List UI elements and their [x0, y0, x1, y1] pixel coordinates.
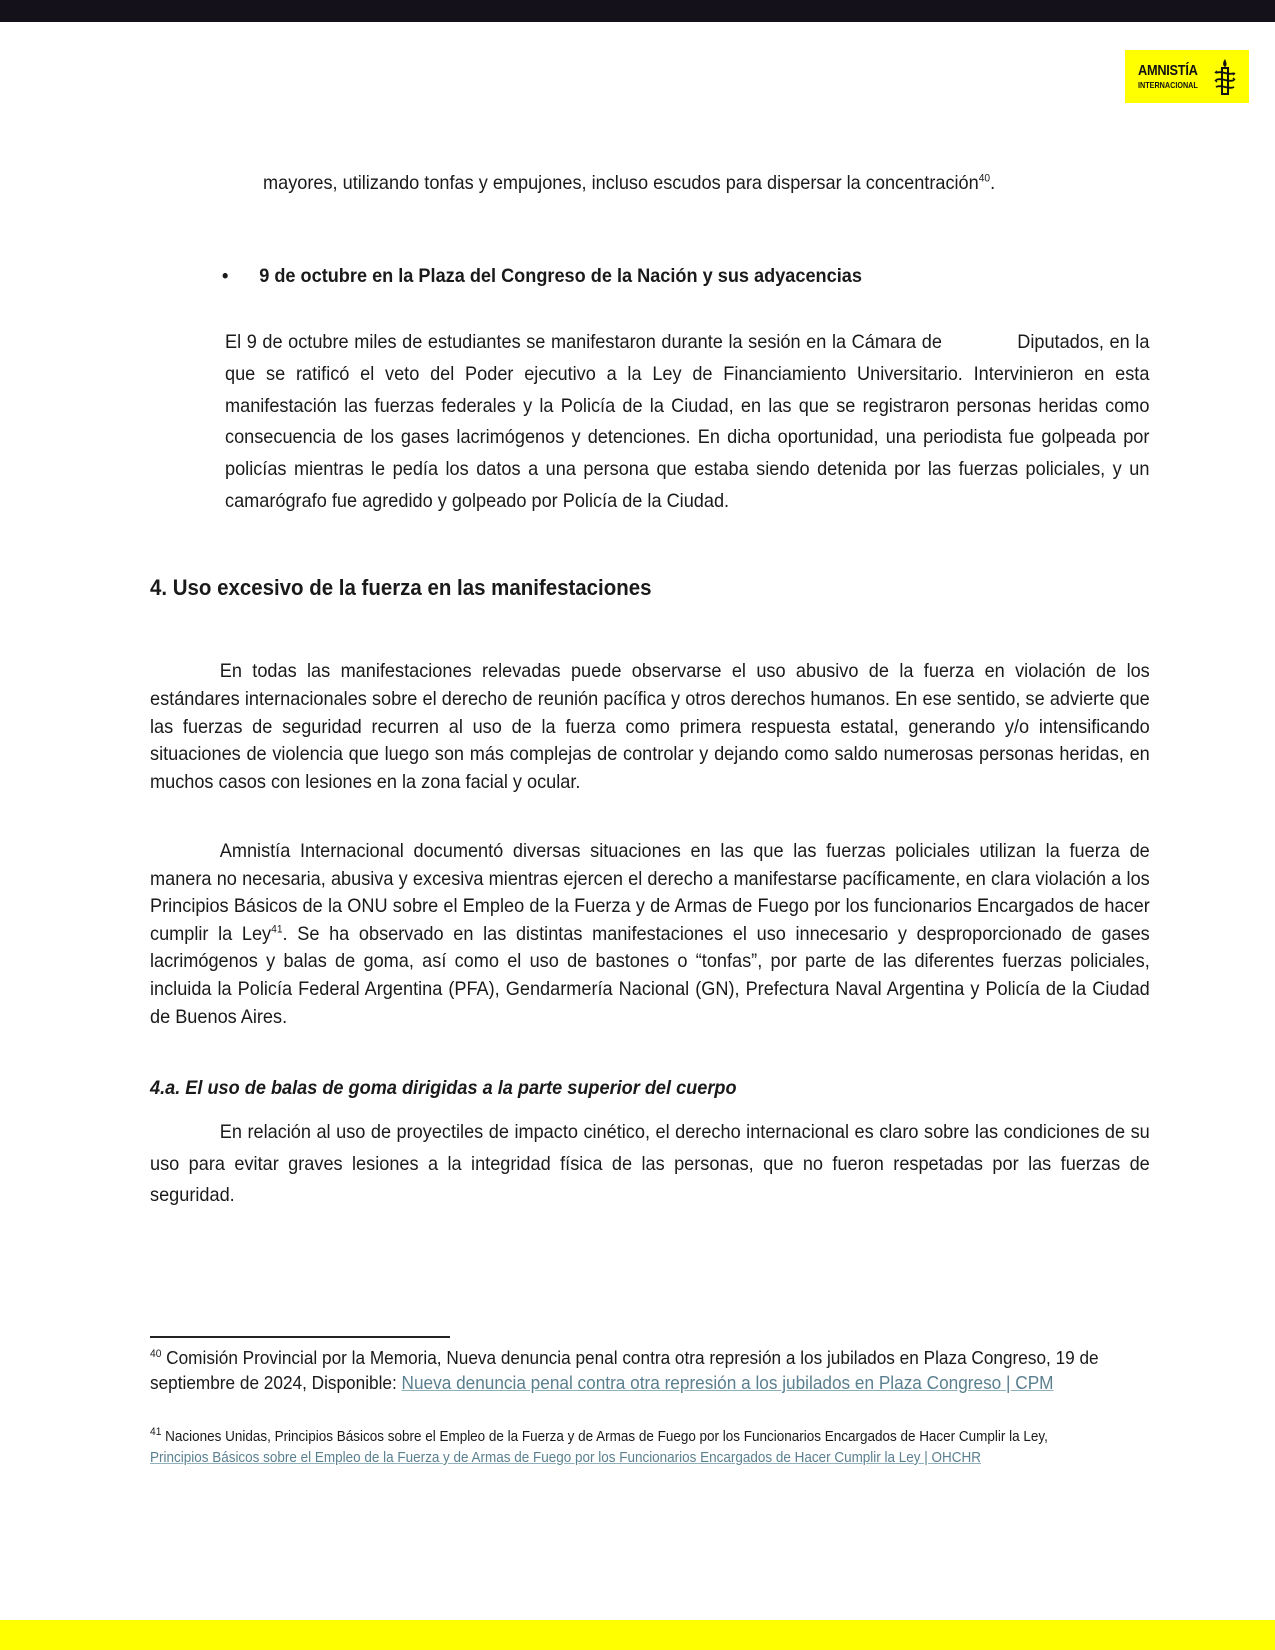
footnote-41-number: 41: [150, 1426, 162, 1439]
continuation-text: mayores, utilizando tonfas y empujones, incluso escudos para dispersar la concentración: [263, 172, 979, 194]
bullet-marker: •: [222, 265, 229, 287]
paragraph-2-before: Amnistía Internacional documentó diversas situaciones en las que las fuerzas policiales utilizan la fuerza de manera no necesaria, abusiva y excesiva mientras ejercen el derecho a manifestarse pacíficamente, en clara violación a los Principios Básicos de la ONU sobre el Empleo de la Fuerza y de Armas de Fuego por los funcionarios Encargados de hacer cumplir la Ley: [150, 840, 1150, 945]
footnote-40-text: Comisión Provincial por la Memoria, Nueva denuncia penal contra otra represión a los jubilados en Plaza Congreso, 19 de septiembre de 2024, Disponible:: [150, 1347, 1099, 1393]
october-rest: Diputados, en la que se ratificó el veto del Poder ejecutivo a la Ley de Financiamiento Universitario. Intervinieron en esta manifestación las fuerzas federales y la Policía de la Ciudad, en las que se registraron personas heridas como consecuencia de los gases lacrimógenos y detenciones. En dicha oportunidad, una periodista fue golpeada por policías mientras le pedía los datos a una persona que estaba siendo detenida por las fuerzas policiales, y un camarógrafo fue agredido y golpeado por Policía de la Ciudad.: [225, 331, 1150, 512]
logo-line1: AMNISTÍA: [1138, 62, 1198, 80]
october-line1: El 9 de octubre miles de estudiantes se manifestaron durante la sesión en la Cámara de: [225, 331, 942, 353]
amnesty-logo: [1125, 50, 1249, 103]
section-heading: 4. Uso excesivo de la fuerza en las manifestaciones: [150, 575, 652, 600]
footnote-41: [150, 1427, 1117, 1469]
candle-barbed-wire-icon: [1213, 58, 1237, 96]
logo-line2: INTERNACIONAL: [1138, 80, 1198, 91]
top-bar: [0, 0, 1275, 22]
footnote-ref-40[interactable]: 40: [978, 172, 991, 185]
continuation-end: .: [990, 172, 996, 194]
bullet-heading: [222, 265, 1059, 288]
footnote-ref-41[interactable]: 41: [271, 923, 283, 936]
october-paragraph: [225, 327, 1149, 518]
bullet-text: 9 de octubre en la Plaza del Congreso de la Nación y sus adyacencias: [259, 265, 862, 287]
bottom-yellow-bar: [0, 1620, 1275, 1650]
footnote-41-link[interactable]: Principios Básicos sobre el Empleo de la Fuerza y de Armas de Fuego por los Funcionarios Encargados de Hacer Cumplir la Ley | OHCHR: [150, 1450, 981, 1466]
footnote-40-link[interactable]: Nueva denuncia penal contra otra represión a los jubilados en Plaza Congreso | CPM: [401, 1372, 1054, 1393]
footnote-40-number: 40: [150, 1347, 162, 1360]
paragraph-1-text: En todas las manifestaciones relevadas puede observarse el uso abusivo de la fuerza en violación de los estándares internacionales sobre el derecho de reunión pacífica y otros derechos humanos. En ese sentido, se advierte que las fuerzas de seguridad recurren al uso de la fuerza como primera respuesta estatal, generando y/o intensificando situaciones de violencia que luego son más complejas de controlar y dejando como saldo numerosas personas heridas, en muchos casos con lesiones en la zona facial y ocular.: [150, 660, 1150, 794]
footnote-40: [150, 1345, 1117, 1395]
footnote-separator: [150, 1336, 450, 1338]
paragraph-1: [150, 658, 1150, 797]
paragraph-2-after: . Se ha observado en las distintas manifestaciones el uso innecesario y desproporcionado de gases lacrimógenos y balas de goma, así como el uso de bastones o “tonfas”, por parte de las diferentes fuerzas policiales, incluida la Policía Federal Argentina (PFA), Gendarmería Nacional (GN), Prefectura Naval Argentina y Policía de la Ciudad de Buenos Aires.: [150, 922, 1150, 1028]
continuation-paragraph: [263, 168, 1119, 199]
paragraph-3: [150, 1117, 1150, 1212]
footnote-41-text: Naciones Unidas, Principios Básicos sobre el Empleo de la Fuerza y de Armas de Fuego por los Funcionarios Encargados de Hacer Cumplir la Ley,: [161, 1429, 1048, 1445]
paragraph-3-text: En relación al uso de proyectiles de impacto cinético, el derecho internacional es claro sobre las condiciones de su uso para evitar graves lesiones a la integridad física de las personas, que no fueron respetadas por las fuerzas de seguridad.: [150, 1121, 1150, 1206]
sub-heading: 4.a. El uso de balas de goma dirigidas a la parte superior del cuerpo: [150, 1077, 737, 1099]
paragraph-2: [150, 838, 1150, 1031]
